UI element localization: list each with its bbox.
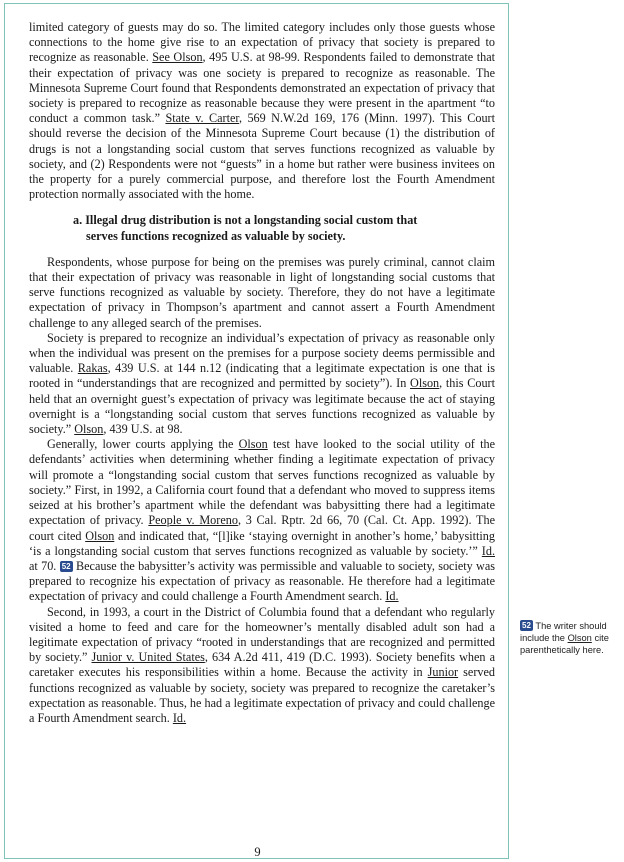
citation: Olson [85,528,115,543]
text-run: Society is prepared to recognize an individual’s expectation of privacy as reasonable only when the individual was present on the premises for a purpose society deems permissible and valuable. [29,330,495,376]
text-run: The writer should include the [520,621,607,644]
text-run: , 495 U.S. at 98-99. Respondents failed to demonstrate that their expectation of privacy was one society is prepared to recognize as reasonable. The Minnesota Supreme Court found that Respondents demonstrated an expectation of privacy that society is prepared to recognize as reasonable because they were present in the apartment “to conduct a common task.” [29,50,495,126]
citation: People v. Moreno [148,513,238,528]
paragraph-1 [29,20,495,202]
text-run: limited category of guests may do so. The limited category includes only those guests whose connections to the home give rise to an expectation of privacy that society is prepared to recognize as reasonable. [29,20,495,65]
citation: Olson [410,376,440,391]
paragraph-3 [29,331,495,437]
text-run: , this Court held that an overnight guest’s expectation of privacy was legitimate because the act of staying overnight is a “longstanding social custom that serves functions recognized as valuable by society.” [29,376,495,437]
text-run: , 3 Cal. Rptr. 2d 66, 70 (Cal. Ct. App. 1992). The court cited [29,513,495,543]
citation: Id. [172,710,187,725]
comment-marker-icon[interactable]: 52 [60,561,73,572]
citation: See Olson [152,50,203,65]
margin-comment [520,620,620,657]
citation: Olson [74,422,104,437]
citation: Rakas [77,361,108,376]
citation: State v. Carter [165,111,239,126]
paragraph-5 [29,605,495,727]
text-run: served functions recognized as valuable by society, society was prepared to recognize the caretaker’s expectation as reasonable. Thus, he had a legitimate expectation of privacy and could challenge a Fourth Amendment search. [29,665,495,725]
text-run: Because the babysitter’s activity was permissible and valuable to society, society was prepared to recognize his expectation of privacy as reasonable. He therefore had a legitimate expectation of privacy and could challenge a Fourth Amendment search. [29,558,496,604]
page-number: 9 [254,845,261,859]
citation: Junior [427,665,459,680]
citation: Id. [481,543,495,558]
text-run: at 70. [29,558,60,573]
text-run: , 569 N.W.2d 169, 176 (Minn. 1997). This Court should reverse the decision of the Minnesota Supreme Court because (1) the distribution of drugs is not a longstanding social custom that serves functions recognized as valuable by society, and (2) Respondents were not “guests” in a home but rather were business invitees on the property for a purely commercial purpose, and therefore lost the Fourth Amendment protection normally associated with the home. [29,111,496,202]
section-heading [73,213,495,243]
text-run: , 634 A.2d 411, 419 (D.C. 1993). Society benefits when a caretaker executes his responsibilities within a home. Because the activity in [29,650,496,680]
text-run: Generally, lower courts applying the [47,437,239,452]
text-run: Second, in 1993, a court in the District of Columbia found that a defendant who regularly visited a home to feed and care for the homeowner’s mentally disabled adult son had a legitimate expectation of privacy “rooted in understandings that are recognized and permitted by society.” [29,604,495,665]
text-run: test have looked to the social utility of the defendants’ activities when determining whether finding a legitimate expectation of privacy will promote a “longstanding social custom that serves functions recognized as valuable by society.” First, in 1992, a California court found that a defendant who moved to suppress items seized at his brother’s apartment while the defendant was babysitting there had a legitimate expectation of privacy. [29,437,495,528]
text-run: , 439 U.S. at 144 n.12 (indicating that a legitimate expectation is one that is rooted in “understandings that are recognized and permitted by society”). In [29,361,495,391]
section-heading-line-2: serves functions recognized as valuable by society. [86,228,346,243]
citation: Olson [238,437,268,452]
page-body [29,20,495,726]
citation: Junior v. United States [91,650,205,665]
citation: Id. [385,589,399,604]
paragraph-4 [29,437,495,604]
text-run: and indicated that, “[l]ike ‘staying overnight in another’s home,’ babysitting ‘is a longstanding social custom that serves functions recognized as valuable by society.’” [29,528,495,558]
document-page [4,3,509,859]
comment-marker-icon[interactable]: 52 [520,620,533,631]
text-run: , 439 U.S. at 98. [103,422,183,437]
citation: Olson [567,633,592,644]
paragraph-2: Respondents, whose purpose for being on the premises was purely criminal, cannot claim that their expectation of privacy was reasonable in light of longstanding social customs that serve functions recognized as valuable by society. Therefore, they do not have a legitimate expectation of privacy in Thompson’s apartment and cannot assert a Fourth Amendment challenge to any alleged search of the premises. [29,254,495,330]
section-heading-line-1: a. Illegal drug distribution is not a longstanding social custom that [73,213,418,228]
text-run: cite parenthetically here. [520,633,609,656]
